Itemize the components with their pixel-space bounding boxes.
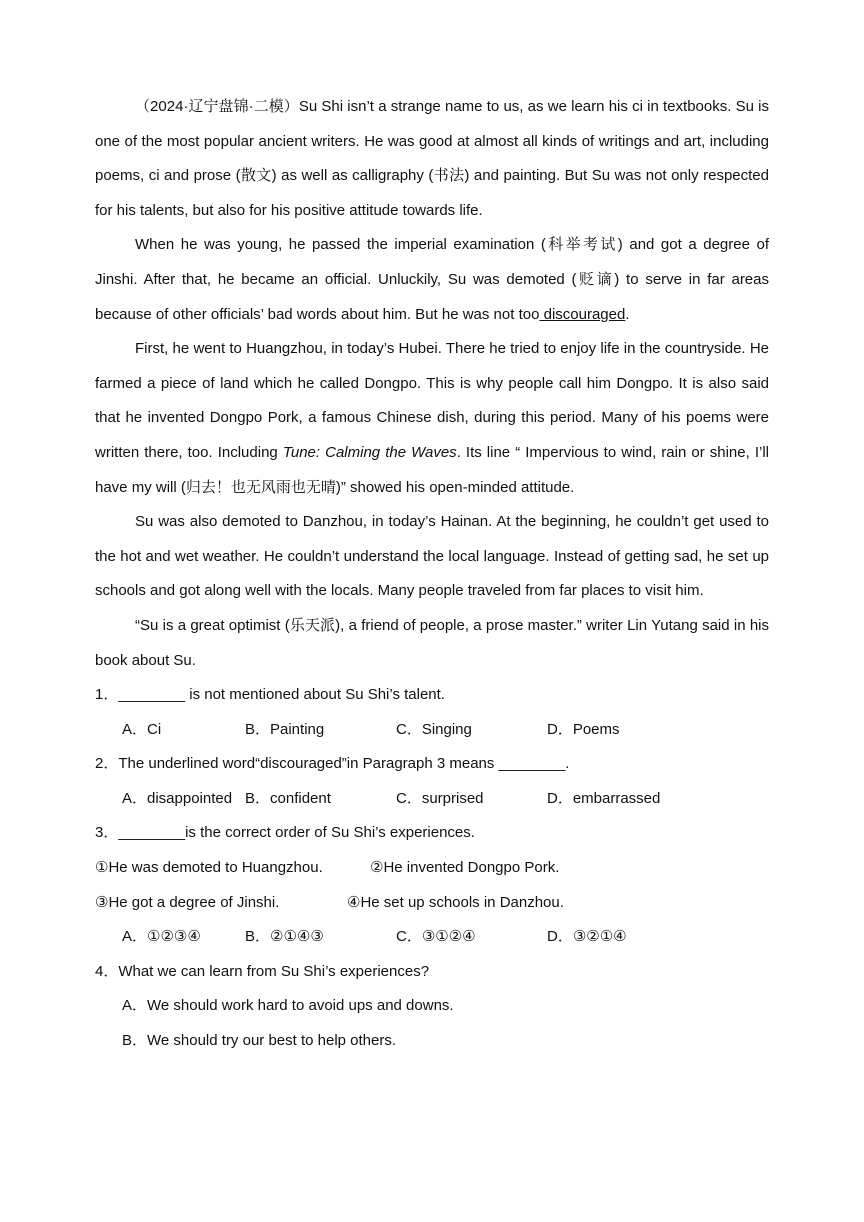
document-page	[95, 90, 769, 1059]
option-c[interactable]: C．③①②④	[396, 928, 476, 946]
option-b[interactable]: B．We should try our best to help others.	[122, 1032, 397, 1050]
paragraph-2-text: When he was young, he passed the imperial examination (科举考试) and got a degree of Jinshi. After that, he became an official. Unluckily, Su was demoted (贬谪) to serve in far areas because of other officials’ bad words about him. But he was not too	[95, 236, 769, 323]
option-b[interactable]: B．②①④③	[245, 928, 324, 946]
question-2-options	[95, 782, 769, 817]
option-b[interactable]: B．confident	[245, 789, 331, 807]
question-1-options	[95, 713, 769, 748]
statement-1: ①He was demoted to Huangzhou.	[95, 859, 323, 877]
option-a[interactable]: A．Ci	[122, 720, 162, 738]
question-3-options	[95, 920, 769, 955]
option-a[interactable]: A．We should work hard to avoid ups and downs.	[122, 997, 454, 1015]
question-4-stem: 4．What we can learn from Su Shi’s experiences?	[95, 962, 430, 980]
question-3-stem: 3．________is the correct order of Su Shi’s experiences.	[95, 824, 475, 842]
option-c[interactable]: C．surprised	[396, 789, 484, 807]
question-1-stem: 1．________ is not mentioned about Su Shi’s talent.	[95, 686, 445, 704]
statement-row-1	[95, 851, 769, 886]
source-tag: （2024·辽宁盘锦·二模）	[135, 98, 299, 115]
paragraph-3-end: . Its line “ Impervious to wind, rain or shine, I’ll have my will (归去！也无风雨也无晴)” showed his open-minded attitude.	[95, 443, 769, 496]
poem-title: Tune: Calming the Waves	[282, 443, 457, 461]
option-d[interactable]: D．③②①④	[547, 928, 627, 946]
statement-row-2	[95, 886, 769, 921]
option-d[interactable]: D．embarrassed	[547, 789, 661, 807]
option-d[interactable]: D．Poems	[547, 720, 620, 738]
paragraph-3	[95, 332, 769, 505]
statement-3: ③He got a degree of Jinshi.	[95, 893, 280, 911]
option-a[interactable]: A．①②③④	[122, 928, 201, 946]
paragraph-4: Su was also demoted to Danzhou, in today’s Hainan. At the beginning, he couldn’t get used to the hot and wet weather. He couldn’t understand the local language. Instead of getting sad, he set up schools and got along well with the locals. Many people traveled from far places to visit him.	[95, 513, 769, 600]
paragraph-5: “Su is a great optimist (乐天派), a friend of people, a prose master.” writer Lin Yutang said in his book about Su.	[95, 616, 769, 669]
question-2-stem: 2．The underlined word“discouraged”in Paragraph 3 means ________.	[95, 755, 570, 773]
paragraph-1	[95, 90, 769, 228]
option-a[interactable]: A．disappointed	[122, 789, 233, 807]
paragraph-1-text: Su Shi isn’t a strange name to us, as we learn his ci in textbooks. Su is one of the most popular ancient writers. He was good at almost all kinds of writings and art, including poems, ci and prose (散文) as well as calligraphy (书法) and painting. But Su was not only respected for his talents, but also for his positive attitude towards life.	[95, 98, 769, 219]
underlined-word: discouraged	[539, 305, 626, 323]
option-c[interactable]: C．Singing	[396, 720, 472, 738]
paragraph-2-end: .	[625, 305, 630, 323]
paragraph-2	[95, 228, 769, 332]
statement-4: ④He set up schools in Danzhou.	[347, 893, 564, 911]
statement-2: ②He invented Dongpo Pork.	[370, 859, 560, 877]
paragraph-3-text: First, he went to Huangzhou, in today’s Hubei. There he tried to enjoy life in the countryside. He farmed a piece of land which he called Dongpo. This is why people call him Dongpo. It is also said that he invented Dongpo Pork, a famous Chinese dish, during this period. Many of his poems were written there, too. Including	[95, 340, 769, 461]
option-b[interactable]: B．Painting	[245, 720, 325, 738]
